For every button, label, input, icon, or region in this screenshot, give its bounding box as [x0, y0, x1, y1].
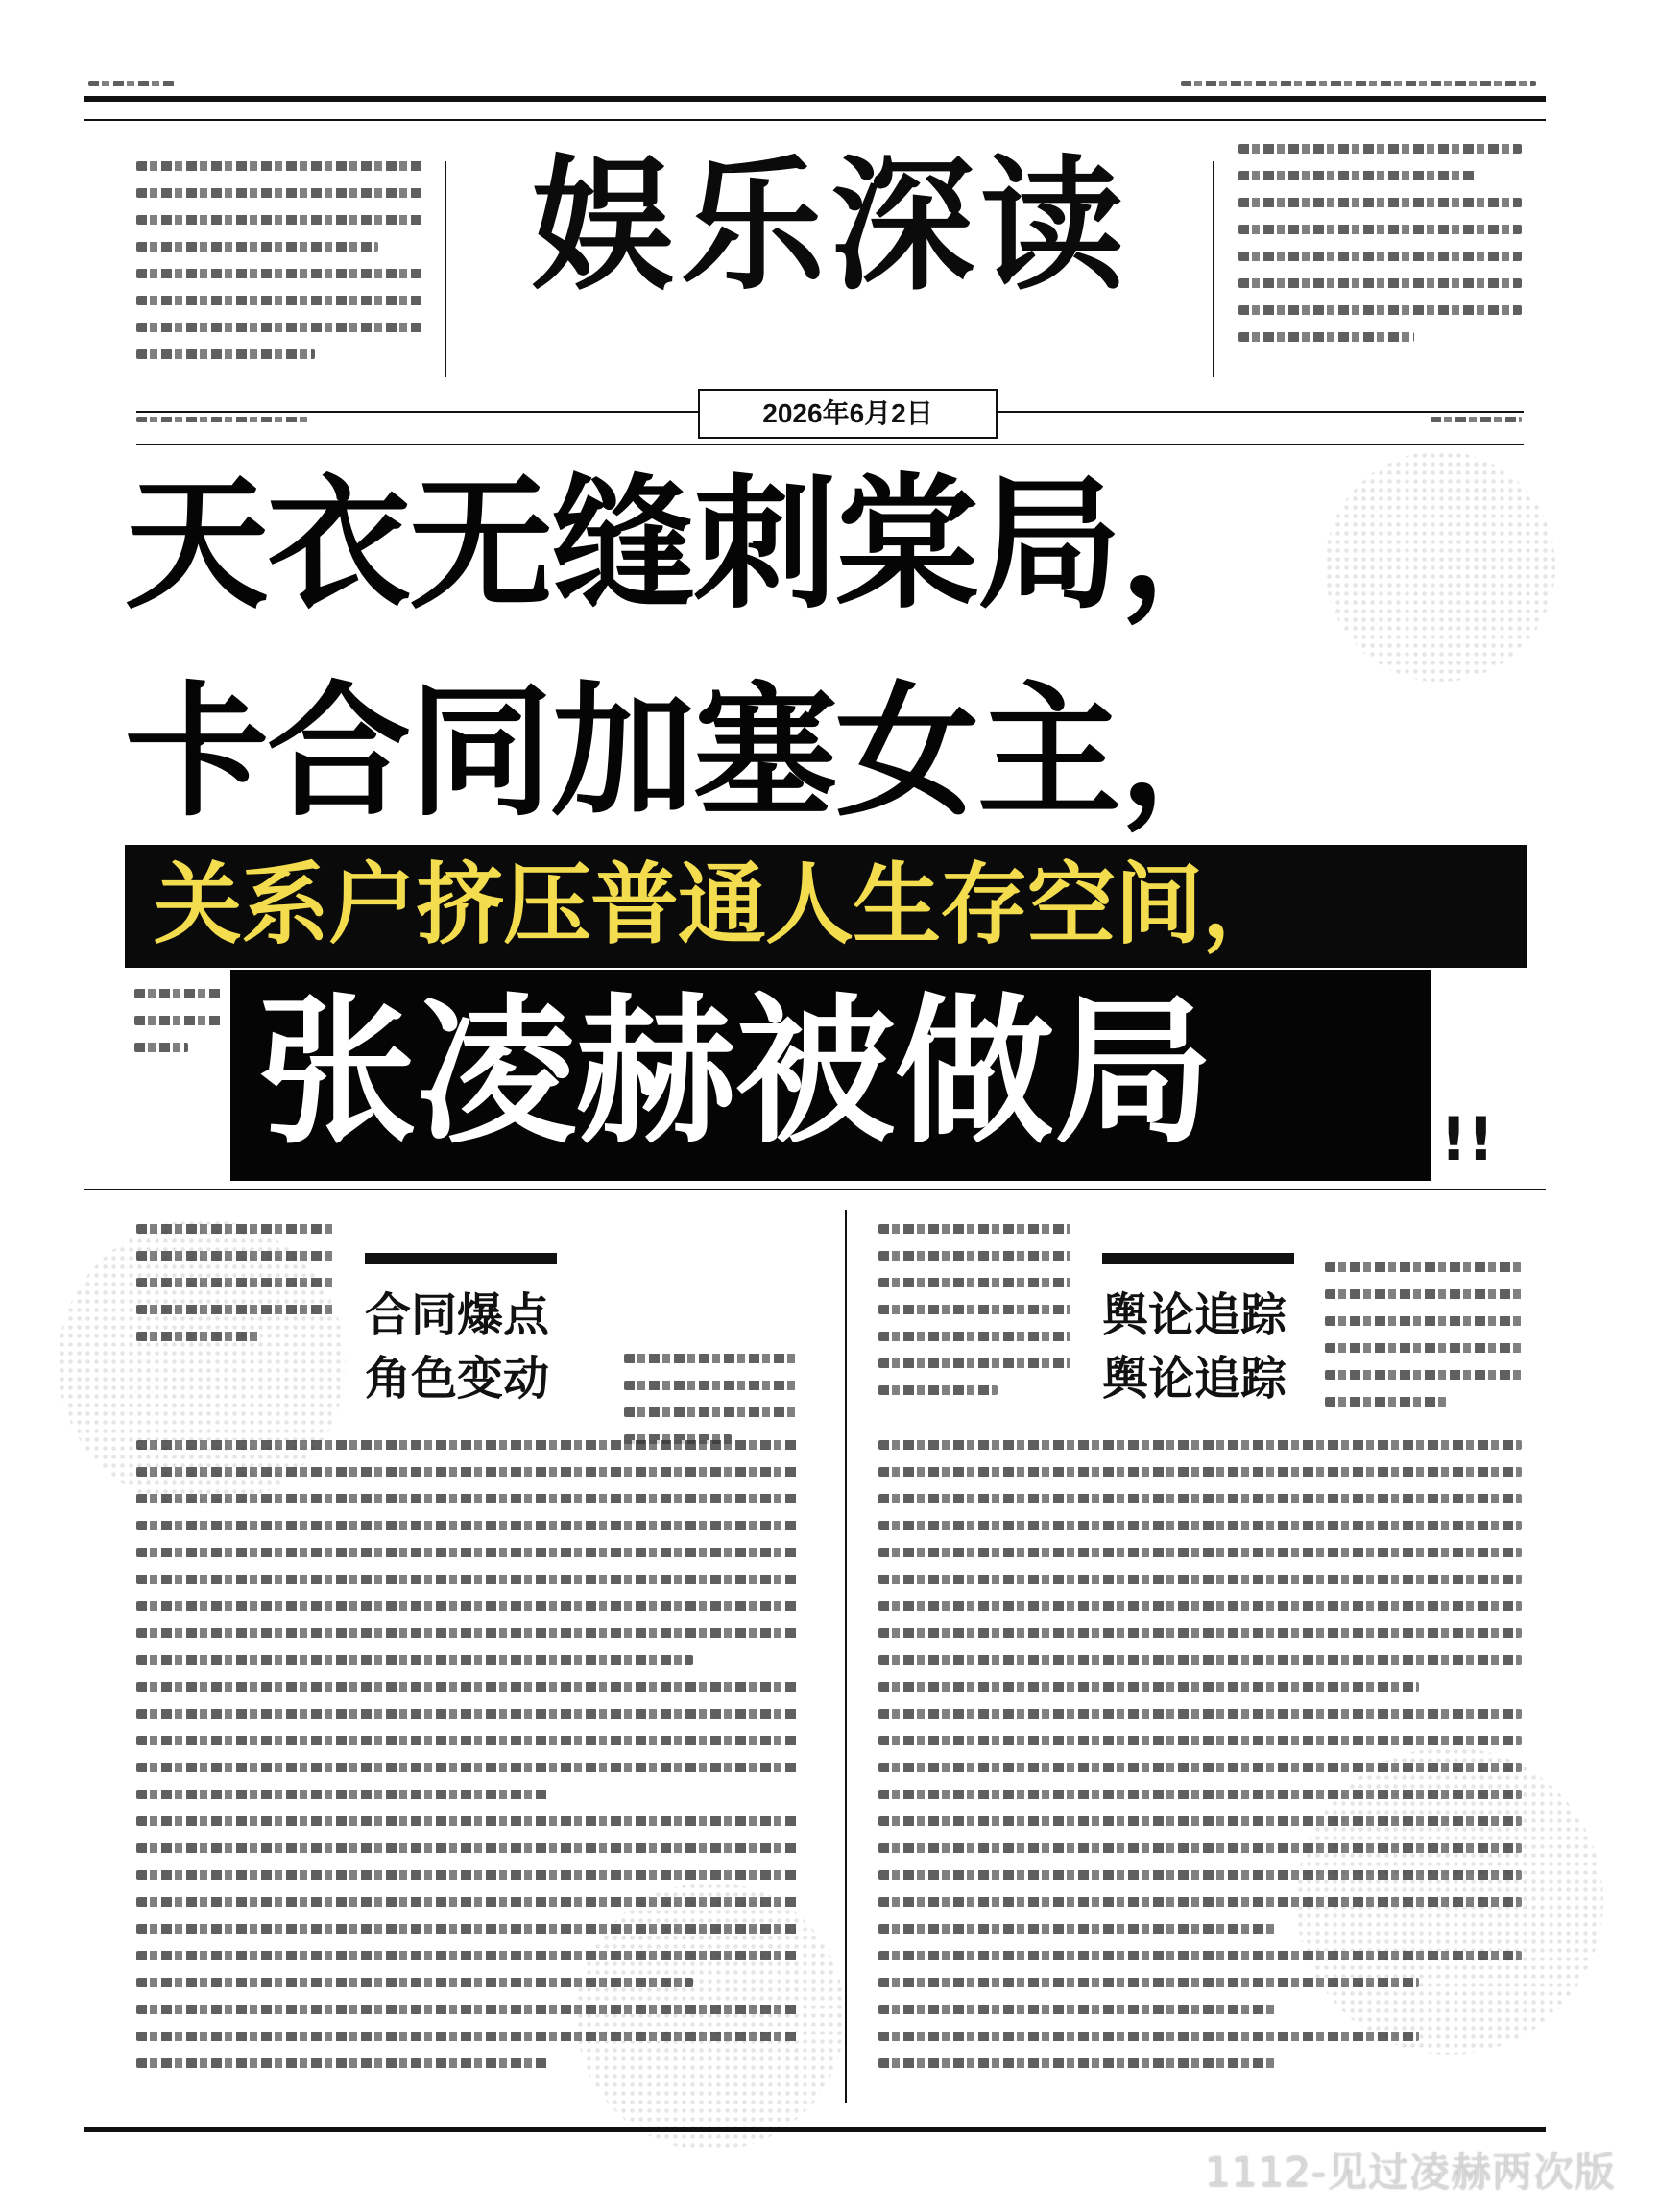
bottom-rule — [84, 2127, 1546, 2132]
left-column-body — [136, 1440, 799, 2088]
section-label: 角色变动 — [365, 1352, 550, 1407]
headline-line-3: 关系户挤压普通人生存空间， — [154, 854, 1290, 956]
small-side-text — [134, 989, 221, 1066]
section-bar — [1102, 1253, 1294, 1264]
headline-top-rule — [136, 444, 1524, 445]
section-label: 舆论追踪 — [1102, 1288, 1287, 1342]
top-rule — [84, 96, 1546, 102]
watermark: 1112-见过凌赫两次版 — [1205, 2149, 1617, 2196]
right-column-intro — [878, 1224, 1070, 1445]
headline-line-4: 张凌赫被做局 — [257, 978, 1214, 1166]
section-label: 舆论追踪 — [1102, 1352, 1287, 1407]
right-column-body — [878, 1440, 1522, 2088]
masthead-divider-right — [1213, 161, 1214, 377]
issue-date: 2026年6月2日 — [698, 389, 998, 439]
section-bar — [365, 1253, 557, 1264]
date-rule-text-left — [136, 417, 309, 430]
date-rule-text-right — [1431, 417, 1522, 430]
section-label: 合同爆点 — [365, 1288, 550, 1342]
header-strip-text — [1181, 81, 1536, 92]
column-divider — [845, 1210, 847, 2103]
masthead-title: 娱乐深读 — [530, 141, 1130, 310]
body-top-rule — [84, 1189, 1546, 1190]
headline-line-2: 卡合同加塞女主， — [125, 667, 1262, 836]
masthead-left-column — [136, 161, 424, 392]
headline-line-1: 天衣无缝刺棠局， — [125, 460, 1262, 629]
section-box-right — [1102, 1253, 1294, 1410]
left-column-intro — [136, 1224, 336, 1368]
headline-exclaim: !! — [1440, 1104, 1495, 1174]
frame-rule-top — [84, 119, 1546, 121]
section-box-left — [365, 1253, 557, 1410]
header-strip-text — [88, 81, 175, 92]
masthead-divider-left — [445, 161, 446, 377]
masthead-right-column — [1238, 144, 1522, 384]
right-column-aside — [1325, 1262, 1522, 1445]
